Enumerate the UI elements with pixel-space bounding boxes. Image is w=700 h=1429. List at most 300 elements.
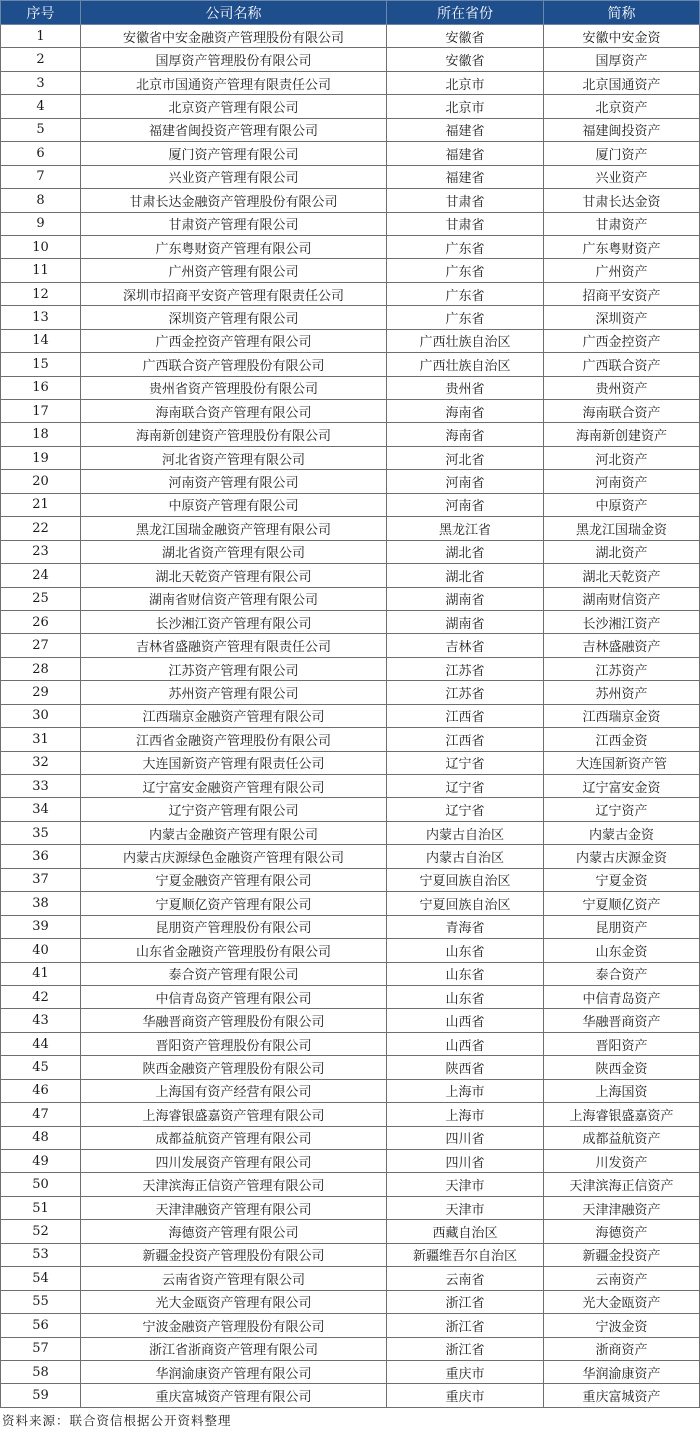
table-row (1, 1079, 700, 1102)
cell-short-name: 江苏资产 (544, 657, 700, 680)
table-row (1, 868, 700, 891)
cell-province: 辽宁省 (387, 751, 544, 774)
cell-index: 38 (1, 892, 81, 915)
cell-province: 上海市 (387, 1079, 544, 1102)
cell-company-name: 辽宁资产管理有限公司 (81, 798, 387, 821)
cell-short-name: 光大金瓯资产 (544, 1290, 700, 1313)
cell-index: 13 (1, 306, 81, 329)
cell-short-name: 上海国资 (544, 1079, 700, 1102)
cell-company-name: 国厚资产管理股份有限公司 (81, 48, 387, 71)
cell-index: 15 (1, 353, 81, 376)
cell-company-name: 广东粤财资产管理有限公司 (81, 235, 387, 258)
cell-short-name: 宁夏金资 (544, 868, 700, 891)
cell-index: 4 (1, 95, 81, 118)
cell-short-name: 辽宁富安金资 (544, 775, 700, 798)
cell-index: 23 (1, 540, 81, 563)
cell-short-name: 河北资产 (544, 446, 700, 469)
cell-province: 福建省 (387, 142, 544, 165)
table-row (1, 306, 700, 329)
cell-province: 重庆市 (387, 1360, 544, 1383)
table-row (1, 1290, 700, 1313)
cell-index: 7 (1, 165, 81, 188)
cell-short-name: 晋阳资产 (544, 1032, 700, 1055)
cell-company-name: 宁夏顺亿资产管理有限公司 (81, 892, 387, 915)
table-row (1, 634, 700, 657)
cell-province: 广西壮族自治区 (387, 329, 544, 352)
cell-index: 42 (1, 985, 81, 1008)
cell-index: 54 (1, 1267, 81, 1290)
cell-province: 宁夏回族自治区 (387, 892, 544, 915)
cell-index: 21 (1, 493, 81, 516)
cell-company-name: 长沙湘江资产管理有限公司 (81, 610, 387, 633)
cell-company-name: 宁夏金融资产管理有限公司 (81, 868, 387, 891)
cell-index: 18 (1, 423, 81, 446)
cell-short-name: 宁波金资 (544, 1314, 700, 1337)
cell-short-name: 江西瑞京金资 (544, 704, 700, 727)
table-row (1, 212, 700, 235)
cell-province: 海南省 (387, 400, 544, 423)
cell-province: 北京市 (387, 95, 544, 118)
table-row (1, 564, 700, 587)
cell-company-name: 广州资产管理有限公司 (81, 259, 387, 282)
cell-short-name: 湖南财信资产 (544, 587, 700, 610)
table-header (1, 1, 700, 25)
cell-short-name: 内蒙古庆源金资 (544, 845, 700, 868)
table-row (1, 1267, 700, 1290)
cell-index: 25 (1, 587, 81, 610)
cell-company-name: 北京资产管理有限公司 (81, 95, 387, 118)
cell-index: 10 (1, 235, 81, 258)
cell-company-name: 宁波金融资产管理股份有限公司 (81, 1314, 387, 1337)
table-row (1, 400, 700, 423)
cell-province: 北京市 (387, 71, 544, 94)
table-row (1, 165, 700, 188)
cell-province: 辽宁省 (387, 775, 544, 798)
cell-index: 19 (1, 446, 81, 469)
table-row (1, 1150, 700, 1173)
cell-short-name: 新疆金投资产 (544, 1243, 700, 1266)
table-row (1, 845, 700, 868)
cell-province: 江苏省 (387, 681, 544, 704)
cell-index: 46 (1, 1079, 81, 1102)
cell-short-name: 昆朋资产 (544, 915, 700, 938)
table-row (1, 587, 700, 610)
cell-company-name: 成都益航资产管理有限公司 (81, 1126, 387, 1149)
table-row (1, 259, 700, 282)
cell-short-name: 湖北资产 (544, 540, 700, 563)
cell-short-name: 山东金资 (544, 939, 700, 962)
cell-province: 山西省 (387, 1032, 544, 1055)
cell-company-name: 深圳市招商平安资产管理有限责任公司 (81, 282, 387, 305)
cell-short-name: 甘肃资产 (544, 212, 700, 235)
cell-index: 1 (1, 25, 81, 48)
cell-province: 内蒙古自治区 (387, 821, 544, 844)
cell-index: 8 (1, 189, 81, 212)
cell-company-name: 重庆富城资产管理有限公司 (81, 1384, 387, 1407)
cell-index: 40 (1, 939, 81, 962)
table-row (1, 540, 700, 563)
table-row (1, 329, 700, 352)
cell-province: 河北省 (387, 446, 544, 469)
cell-index: 57 (1, 1337, 81, 1360)
cell-index: 47 (1, 1103, 81, 1126)
cell-short-name: 海南新创建资产 (544, 423, 700, 446)
cell-company-name: 山东省金融资产管理股份有限公司 (81, 939, 387, 962)
cell-short-name: 深圳资产 (544, 306, 700, 329)
cell-province: 宁夏回族自治区 (387, 868, 544, 891)
table-row (1, 423, 700, 446)
cell-province: 辽宁省 (387, 798, 544, 821)
cell-short-name: 广西金控资产 (544, 329, 700, 352)
cell-index: 45 (1, 1056, 81, 1079)
cell-province: 湖北省 (387, 540, 544, 563)
cell-short-name: 厦门资产 (544, 142, 700, 165)
cell-province: 湖南省 (387, 587, 544, 610)
cell-index: 50 (1, 1173, 81, 1196)
cell-index: 31 (1, 728, 81, 751)
cell-index: 6 (1, 142, 81, 165)
cell-index: 53 (1, 1243, 81, 1266)
cell-province: 贵州省 (387, 376, 544, 399)
cell-company-name: 晋阳资产管理股份有限公司 (81, 1032, 387, 1055)
table-row (1, 681, 700, 704)
cell-company-name: 内蒙古庆源绿色金融资产管理有限公司 (81, 845, 387, 868)
table-row (1, 235, 700, 258)
cell-province: 天津市 (387, 1196, 544, 1219)
cell-short-name: 华融晋商资产 (544, 1009, 700, 1032)
cell-index: 56 (1, 1314, 81, 1337)
cell-company-name: 广西联合资产管理股份有限公司 (81, 353, 387, 376)
cell-index: 44 (1, 1032, 81, 1055)
cell-province: 山东省 (387, 985, 544, 1008)
cell-index: 55 (1, 1290, 81, 1313)
cell-company-name: 新疆金投资产管理股份有限公司 (81, 1243, 387, 1266)
cell-company-name: 陕西金融资产管理股份有限公司 (81, 1056, 387, 1079)
cell-company-name: 河南资产管理有限公司 (81, 470, 387, 493)
cell-short-name: 黑龙江国瑞金资 (544, 517, 700, 540)
cell-index: 9 (1, 212, 81, 235)
cell-province: 云南省 (387, 1267, 544, 1290)
table-row (1, 1314, 700, 1337)
header-row (1, 1, 700, 25)
table-row (1, 1360, 700, 1383)
cell-company-name: 上海睿银盛嘉资产管理有限公司 (81, 1103, 387, 1126)
cell-province: 河南省 (387, 470, 544, 493)
cell-province: 天津市 (387, 1173, 544, 1196)
cell-company-name: 江苏资产管理有限公司 (81, 657, 387, 680)
cell-company-name: 河北省资产管理有限公司 (81, 446, 387, 469)
cell-index: 33 (1, 775, 81, 798)
cell-short-name: 华润渝康资产 (544, 1360, 700, 1383)
cell-province: 广西壮族自治区 (387, 353, 544, 376)
cell-short-name: 海南联合资产 (544, 400, 700, 423)
cell-index: 52 (1, 1220, 81, 1243)
table-row (1, 962, 700, 985)
cell-short-name: 天津滨海正信资产 (544, 1173, 700, 1196)
cell-index: 2 (1, 48, 81, 71)
table-row (1, 1243, 700, 1266)
table-row (1, 1103, 700, 1126)
cell-province: 重庆市 (387, 1384, 544, 1407)
cell-short-name: 天津津融资产 (544, 1196, 700, 1219)
table-row (1, 1196, 700, 1219)
cell-short-name: 广东粤财资产 (544, 235, 700, 258)
table-row (1, 493, 700, 516)
cell-short-name: 海德资产 (544, 1220, 700, 1243)
cell-index: 24 (1, 564, 81, 587)
cell-province: 广东省 (387, 235, 544, 258)
table-row (1, 892, 700, 915)
cell-company-name: 苏州资产管理有限公司 (81, 681, 387, 704)
cell-province: 江西省 (387, 704, 544, 727)
cell-short-name: 安徽中安金资 (544, 25, 700, 48)
cell-index: 3 (1, 71, 81, 94)
cell-index: 20 (1, 470, 81, 493)
cell-short-name: 成都益航资产 (544, 1126, 700, 1149)
cell-province: 上海市 (387, 1103, 544, 1126)
table-row (1, 751, 700, 774)
cell-province: 江西省 (387, 728, 544, 751)
cell-short-name: 福建闽投资产 (544, 118, 700, 141)
cell-short-name: 上海睿银盛嘉资产 (544, 1103, 700, 1126)
cell-province: 福建省 (387, 118, 544, 141)
cell-province: 甘肃省 (387, 212, 544, 235)
cell-company-name: 昆朋资产管理股份有限公司 (81, 915, 387, 938)
cell-company-name: 中信青岛资产管理有限公司 (81, 985, 387, 1008)
cell-short-name: 辽宁资产 (544, 798, 700, 821)
cell-company-name: 广西金控资产管理有限公司 (81, 329, 387, 352)
cell-company-name: 海南联合资产管理有限公司 (81, 400, 387, 423)
cell-index: 17 (1, 400, 81, 423)
cell-province: 山东省 (387, 962, 544, 985)
cell-province: 山西省 (387, 1009, 544, 1032)
table-row (1, 118, 700, 141)
cell-company-name: 光大金瓯资产管理有限公司 (81, 1290, 387, 1313)
cell-index: 37 (1, 868, 81, 891)
cell-index: 49 (1, 1150, 81, 1173)
cell-index: 26 (1, 610, 81, 633)
cell-short-name: 国厚资产 (544, 48, 700, 71)
cell-province: 四川省 (387, 1126, 544, 1149)
cell-company-name: 上海国有资产经营有限公司 (81, 1079, 387, 1102)
cell-short-name: 北京资产 (544, 95, 700, 118)
table-row (1, 704, 700, 727)
cell-index: 59 (1, 1384, 81, 1407)
cell-short-name: 招商平安资产 (544, 282, 700, 305)
cell-province: 四川省 (387, 1150, 544, 1173)
cell-province: 广东省 (387, 282, 544, 305)
cell-company-name: 湖北天乾资产管理有限公司 (81, 564, 387, 587)
table-body (1, 25, 700, 1408)
cell-index: 5 (1, 118, 81, 141)
cell-index: 34 (1, 798, 81, 821)
cell-short-name: 中原资产 (544, 493, 700, 516)
cell-province: 安徽省 (387, 25, 544, 48)
source-note: 资料来源：联合资信根据公开资料整理 (2, 1413, 232, 1428)
cell-province: 陕西省 (387, 1056, 544, 1079)
cell-short-name: 河南资产 (544, 470, 700, 493)
cell-short-name: 广州资产 (544, 259, 700, 282)
cell-company-name: 甘肃资产管理有限公司 (81, 212, 387, 235)
cell-short-name: 内蒙古金资 (544, 821, 700, 844)
cell-province: 湖南省 (387, 610, 544, 633)
cell-company-name: 湖北省资产管理有限公司 (81, 540, 387, 563)
cell-province: 福建省 (387, 165, 544, 188)
cell-index: 27 (1, 634, 81, 657)
cell-short-name: 苏州资产 (544, 681, 700, 704)
cell-company-name: 中原资产管理有限公司 (81, 493, 387, 516)
cell-short-name: 重庆富城资产 (544, 1384, 700, 1407)
cell-index: 30 (1, 704, 81, 727)
cell-company-name: 云南省资产管理有限公司 (81, 1267, 387, 1290)
cell-province: 河南省 (387, 493, 544, 516)
table-row (1, 798, 700, 821)
cell-company-name: 四川发展资产管理有限公司 (81, 1150, 387, 1173)
cell-short-name: 江西金资 (544, 728, 700, 751)
cell-company-name: 天津津融资产管理有限公司 (81, 1196, 387, 1219)
cell-index: 41 (1, 962, 81, 985)
cell-company-name: 兴业资产管理有限公司 (81, 165, 387, 188)
cell-short-name: 吉林盛融资产 (544, 634, 700, 657)
cell-short-name: 北京国通资产 (544, 71, 700, 94)
cell-short-name: 甘肃长达金资 (544, 189, 700, 212)
cell-company-name: 吉林省盛融资产管理有限责任公司 (81, 634, 387, 657)
table-row (1, 610, 700, 633)
cell-company-name: 江西省金融资产管理股份有限公司 (81, 728, 387, 751)
cell-short-name: 云南资产 (544, 1267, 700, 1290)
cell-index: 11 (1, 259, 81, 282)
cell-company-name: 浙江省浙商资产管理有限公司 (81, 1337, 387, 1360)
cell-company-name: 大连国新资产管理有限责任公司 (81, 751, 387, 774)
table-row (1, 142, 700, 165)
table-row (1, 1384, 700, 1407)
table-row (1, 1009, 700, 1032)
header-province: 所在省份 (387, 1, 544, 25)
cell-company-name: 天津滨海正信资产管理有限公司 (81, 1173, 387, 1196)
table-row (1, 1056, 700, 1079)
cell-short-name: 湖北天乾资产 (544, 564, 700, 587)
table-row (1, 1126, 700, 1149)
cell-short-name: 宁夏顺亿资产 (544, 892, 700, 915)
cell-short-name: 泰合资产 (544, 962, 700, 985)
table-row (1, 25, 700, 48)
table-row (1, 71, 700, 94)
table-row (1, 915, 700, 938)
cell-company-name: 辽宁富安金融资产管理有限公司 (81, 775, 387, 798)
table-row (1, 985, 700, 1008)
table-row (1, 48, 700, 71)
cell-index: 36 (1, 845, 81, 868)
cell-short-name: 兴业资产 (544, 165, 700, 188)
cell-province: 江苏省 (387, 657, 544, 680)
cell-company-name: 福建省闽投资产管理有限公司 (81, 118, 387, 141)
cell-company-name: 安徽省中安金融资产管理股份有限公司 (81, 25, 387, 48)
cell-index: 39 (1, 915, 81, 938)
cell-short-name: 广西联合资产 (544, 353, 700, 376)
cell-short-name: 中信青岛资产 (544, 985, 700, 1008)
cell-index: 28 (1, 657, 81, 680)
cell-index: 14 (1, 329, 81, 352)
table-row (1, 728, 700, 751)
cell-province: 浙江省 (387, 1290, 544, 1313)
cell-company-name: 黑龙江国瑞金融资产管理有限公司 (81, 517, 387, 540)
header-index: 序号 (1, 1, 81, 25)
cell-short-name: 陕西金资 (544, 1056, 700, 1079)
cell-index: 22 (1, 517, 81, 540)
cell-company-name: 厦门资产管理有限公司 (81, 142, 387, 165)
cell-index: 12 (1, 282, 81, 305)
table-row (1, 1173, 700, 1196)
cell-province: 安徽省 (387, 48, 544, 71)
table-row (1, 517, 700, 540)
table-row (1, 1032, 700, 1055)
cell-province: 西藏自治区 (387, 1220, 544, 1243)
header-short-name: 简称 (544, 1, 700, 25)
cell-company-name: 北京市国通资产管理有限责任公司 (81, 71, 387, 94)
cell-index: 51 (1, 1196, 81, 1219)
table-row (1, 189, 700, 212)
cell-short-name: 大连国新资产管 (544, 751, 700, 774)
cell-province: 甘肃省 (387, 189, 544, 212)
table-row (1, 95, 700, 118)
cell-province: 内蒙古自治区 (387, 845, 544, 868)
cell-company-name: 海南新创建资产管理股份有限公司 (81, 423, 387, 446)
cell-company-name: 泰合资产管理有限公司 (81, 962, 387, 985)
table-row (1, 446, 700, 469)
cell-index: 16 (1, 376, 81, 399)
table-row (1, 353, 700, 376)
header-company-name: 公司名称 (81, 1, 387, 25)
table-row (1, 470, 700, 493)
cell-province: 黑龙江省 (387, 517, 544, 540)
table-row (1, 821, 700, 844)
cell-province: 新疆维吾尔自治区 (387, 1243, 544, 1266)
cell-province: 吉林省 (387, 634, 544, 657)
cell-short-name: 浙商资产 (544, 1337, 700, 1360)
cell-province: 浙江省 (387, 1314, 544, 1337)
cell-company-name: 华润渝康资产管理有限公司 (81, 1360, 387, 1383)
cell-index: 35 (1, 821, 81, 844)
table-row (1, 282, 700, 305)
cell-company-name: 内蒙古金融资产管理有限公司 (81, 821, 387, 844)
table-row (1, 1337, 700, 1360)
cell-province: 湖北省 (387, 564, 544, 587)
table-row (1, 775, 700, 798)
table-row (1, 939, 700, 962)
cell-province: 青海省 (387, 915, 544, 938)
cell-short-name: 川发资产 (544, 1150, 700, 1173)
cell-company-name: 甘肃长达金融资产管理股份有限公司 (81, 189, 387, 212)
cell-short-name: 贵州资产 (544, 376, 700, 399)
cell-index: 32 (1, 751, 81, 774)
cell-company-name: 贵州省资产管理股份有限公司 (81, 376, 387, 399)
cell-company-name: 湖南省财信资产管理有限公司 (81, 587, 387, 610)
cell-company-name: 江西瑞京金融资产管理有限公司 (81, 704, 387, 727)
cell-province: 海南省 (387, 423, 544, 446)
table-row (1, 376, 700, 399)
cell-province: 山东省 (387, 939, 544, 962)
cell-province: 广东省 (387, 259, 544, 282)
table-row (1, 1220, 700, 1243)
cell-index: 48 (1, 1126, 81, 1149)
cell-company-name: 华融晋商资产管理股份有限公司 (81, 1009, 387, 1032)
cell-province: 浙江省 (387, 1337, 544, 1360)
cell-company-name: 海德资产管理有限公司 (81, 1220, 387, 1243)
cell-short-name: 长沙湘江资产 (544, 610, 700, 633)
cell-index: 58 (1, 1360, 81, 1383)
cell-province: 广东省 (387, 306, 544, 329)
cell-index: 29 (1, 681, 81, 704)
